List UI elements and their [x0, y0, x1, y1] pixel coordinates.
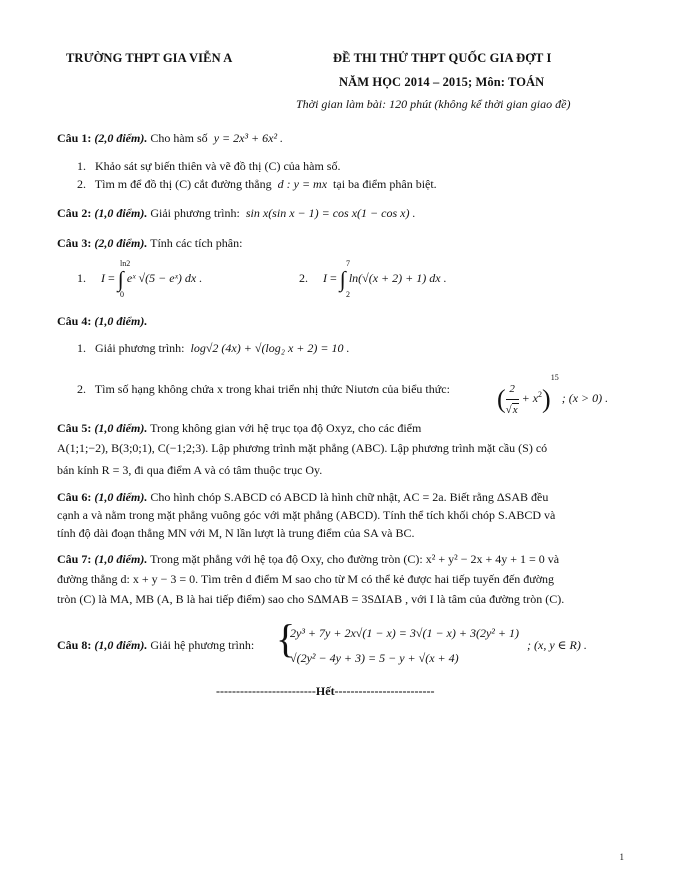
question-4: Câu 4: (1,0 điểm).: [57, 314, 148, 328]
question-6-line-3: tính độ dài đoạn thẳng MN với M, N lần lượt là trung điểm của SA và BC.: [57, 526, 415, 540]
integral-1: 1. I = ∫ eˣ √(5 − eˣ) dx .: [77, 266, 203, 292]
integral-2: 2. I = ∫ ln(√(x + 2) + 1) dx .: [299, 266, 447, 292]
question-6-line-2: cạnh a và nằm trong mặt phẳng vuông góc với mặt phẳng (ABCD). Tính thể tích khối chóp S.ABCD và: [57, 508, 556, 522]
system-eq-2: √(2y² − 4y + 3) = 5 − y + √(x + 4): [290, 651, 459, 665]
question-5-line-3: bán kính R = 3, đi qua điểm A và có tâm thuộc trục Oy.: [57, 463, 323, 477]
question-7-line-2: đường thẳng d: x + y − 3 = 0. Tìm trên d điểm M sao cho từ M có thể kẻ được hai tiếp tuyến đến đường: [57, 572, 555, 586]
school-name: TRƯỜNG THPT GIA VIỄN A: [66, 51, 233, 65]
integral-2-lower: 2: [346, 290, 350, 299]
time-limit: Thời gian làm bài: 120 phút (không kể thời gian giao đề): [296, 97, 571, 111]
question-1-item-2: 2. Tìm m để đồ thị (C) cắt đường thẳng d : y = mx tại ba điểm phân biệt.: [77, 177, 437, 191]
integral-1-upper: ln2: [120, 259, 131, 268]
question-2: Câu 2: (1,0 điểm). Giải phương trình: sin x(sin x − 1) = cos x(1 − cos x) .: [57, 206, 416, 220]
binomial-expression: ( $\frac{2}{√x}$ + $x^2)^{15}$ ; (x > 0) .: [497, 373, 609, 416]
system-brace: {: [276, 616, 296, 661]
question-6: Câu 6: (1,0 điểm). Cho hình chóp S.ABCD có ABCD là hình chữ nhật, AC = 2a. Biết rằng ΔSAB đều: [57, 490, 549, 504]
question-5-line-2: A(1;1;−2), B(3;0;1), C(−1;2;3). Lập phương trình mặt phẳng (ABC). Lập phương trình mặt cầu (S) có: [57, 441, 548, 455]
question-3: Câu 3: (2,0 điểm). Tính các tích phân:: [57, 236, 243, 250]
question-1: Câu 1: (2,0 điểm). Cho hàm số y = 2x³ + 6x² .: [57, 131, 284, 145]
system-eq-1: 2y³ + 7y + 2x√(1 − x) = 3√(1 − x) + 3(2y² + 1): [290, 626, 519, 640]
end-marker: -------------------------Hết-------------------------: [216, 684, 435, 698]
system-suffix: ; (x, y ∈ R) .: [527, 638, 587, 652]
question-7: Câu 7: (1,0 điểm). Trong mặt phẳng với hệ tọa độ Oxy, cho đường tròn (C): x² + y² − 2x + 4y + 1 = 0 và: [57, 552, 560, 566]
year-subject: NĂM HỌC 2014 – 2015; Môn: TOÁN: [339, 75, 545, 89]
question-5: Câu 5: (1,0 điểm). Trong không gian với hệ trục tọa độ Oxyz, cho các điểm: [57, 421, 422, 435]
question-4-item-1: 1. Giải phương trình: log√2 (4x) + √(log₂ x + 2) = 10 .: [77, 341, 350, 355]
integral-1-lower: 0: [120, 290, 124, 299]
question-7-line-3: tròn (C) là MA, MB (A, B là hai tiếp điểm) sao cho S∆MAB = 3S∆IAB , với I là tâm của đường tròn (C).: [57, 592, 565, 606]
integral-2-upper: 7: [346, 259, 350, 268]
question-1-item-1: 1. Khảo sát sự biến thiên và vẽ đồ thị (C) của hàm số.: [77, 159, 341, 173]
page-number: 1: [619, 852, 624, 862]
question-4-item-2: 2. Tìm số hạng không chứa x trong khai triển nhị thức Niutơn của biểu thức:: [77, 382, 450, 396]
exam-title: ĐỀ THI THỬ THPT QUỐC GIA ĐỢT I: [333, 51, 552, 65]
question-8: Câu 8: (1,0 điểm). Giải hệ phương trình:: [57, 638, 255, 652]
